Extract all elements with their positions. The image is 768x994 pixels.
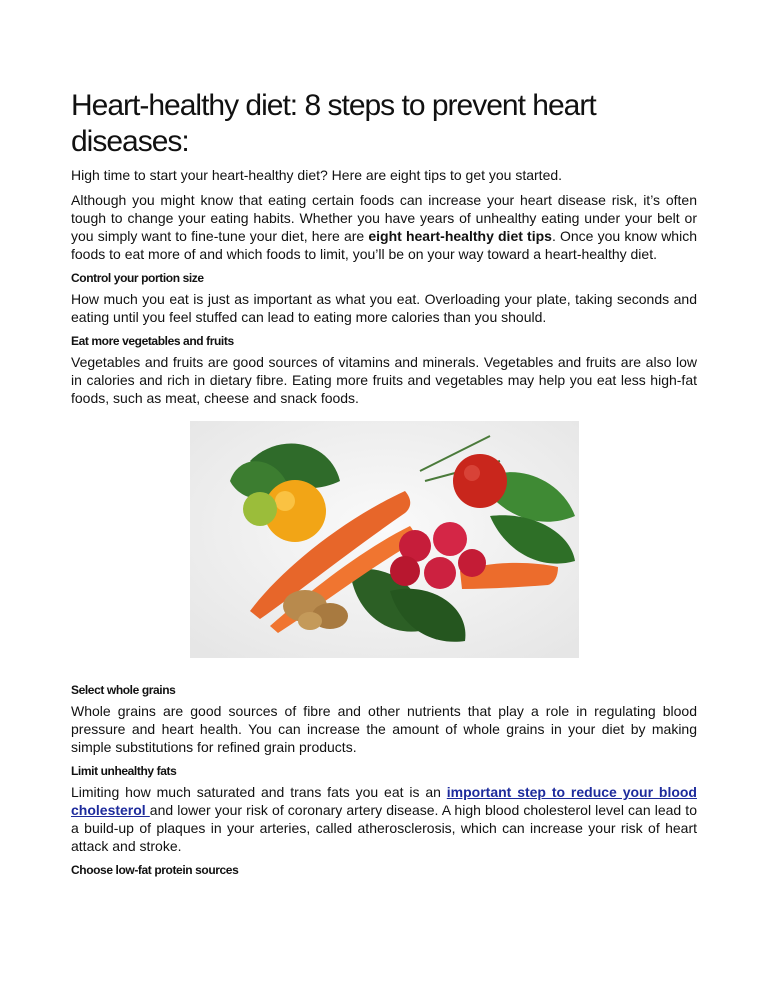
fats-text-start: Limiting how much saturated and trans fats you eat is an <box>71 784 447 800</box>
fats-text-end: and lower your risk of coronary artery disease. A high blood cholesterol level can lead to a build-up of plaques in your arteries, called atherosclerosis, which can increase your risk of heart attack and stroke. <box>71 802 697 854</box>
article-title: Heart-healthy diet: 8 steps to prevent heart diseases: <box>71 89 596 158</box>
section-heading: Select whole grains <box>71 683 176 697</box>
section-vegetables-fruits <box>71 333 697 407</box>
section-heading: Control your portion size <box>71 271 204 285</box>
cholesterol-link[interactable]: important step to reduce your blood cholesterol <box>71 784 697 818</box>
vegetables-photo <box>190 421 579 658</box>
vegetables-illustration <box>190 421 579 658</box>
intro-bold-phrase: eight heart-healthy diet tips <box>368 228 552 244</box>
section-heading: Eat more vegetables and fruits <box>71 334 234 348</box>
section-portion-size <box>71 270 697 326</box>
intro-text-start: Although you might know that eating certain foods can increase your heart disease risk, it’s often tough to change your eating habits. Whether you have years of unhealthy eating under your belt or you simply want to fine-tune your diet, here are <box>71 192 697 244</box>
section-text: Whole grains are good sources of fibre and other nutrients that play a role in regulating blood pressure and heart health. You can increase the amount of whole grains in your diet by making simple substitutions for refined grain products. <box>71 703 697 755</box>
section-whole-grains <box>71 682 697 756</box>
section-protein-sources <box>71 862 697 878</box>
section-unhealthy-fats <box>71 763 697 855</box>
intro-paragraph <box>71 191 697 263</box>
section-heading: Limit unhealthy fats <box>71 764 177 778</box>
section-heading: Choose low-fat protein sources <box>71 863 239 877</box>
section-text: Vegetables and fruits are good sources of vitamins and minerals. Vegetables and fruits are also low in calories and rich in dietary fibre. Eating more fruits and vegetables may help you eat less high-fat foods, such as meat, cheese and snack foods. <box>71 354 697 406</box>
article <box>71 88 697 882</box>
intro-line: High time to start your heart-healthy diet? Here are eight tips to get you started. <box>71 167 563 183</box>
intro-text-end: . Once you know which foods to eat more of and which foods to limit, you’ll be on your way toward a heart-healthy diet. <box>71 228 697 262</box>
section-text <box>71 783 697 855</box>
section-text: How much you eat is just as important as what you eat. Overloading your plate, taking seconds and eating until you feel stuffed can lead to eating more calories than you should. <box>71 291 697 325</box>
